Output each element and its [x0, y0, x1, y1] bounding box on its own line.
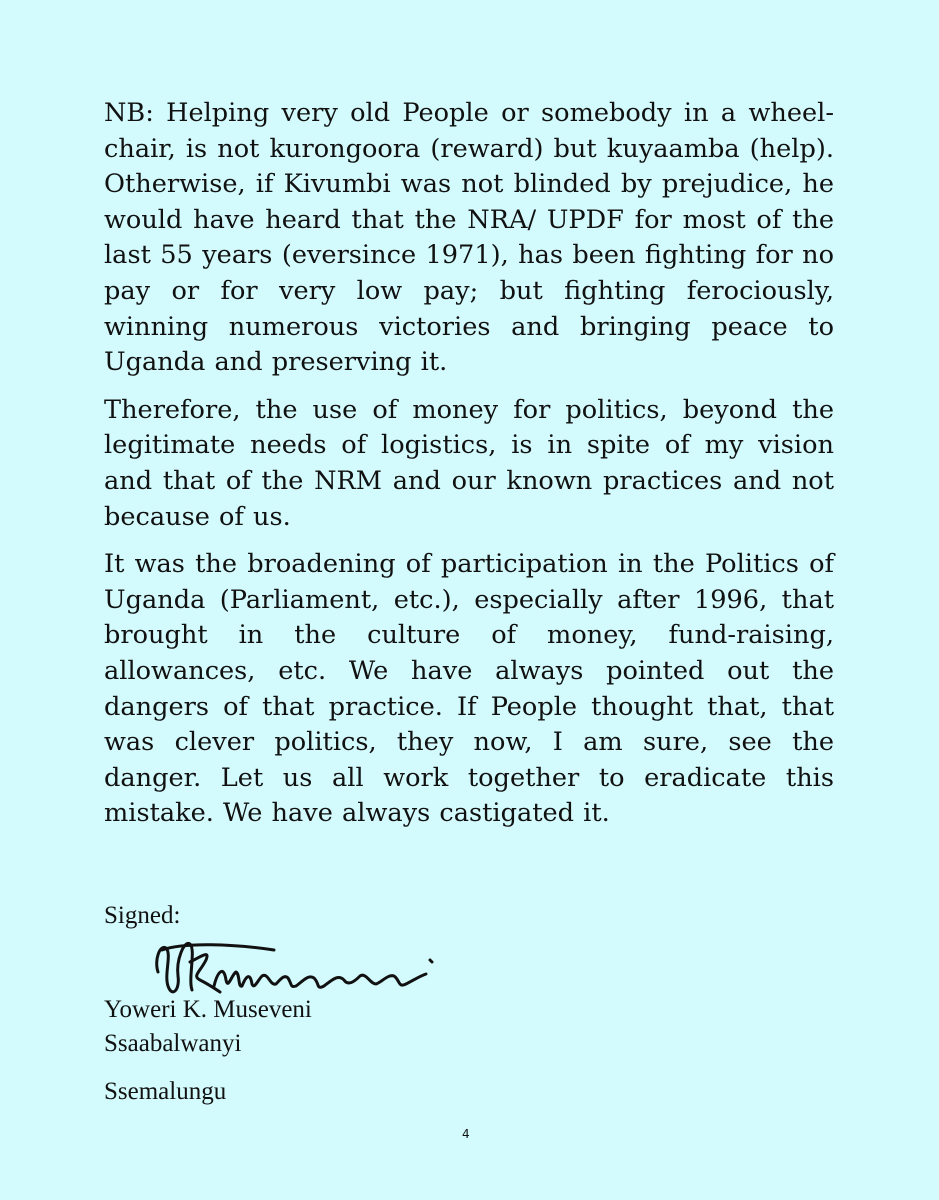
paragraph-nb: NB: Helping very old People or somebody in a wheel-chair, is not kurongoora (reward) but kuyaamba (help). Otherwise, if Kivumbi was not blinded by prejudice, he would have heard that the NRA/ UPDF for most of the last 55 years (eversince 1971), has been fighting for no pay or for very low pay; but fighting ferociously, winning numerous victories and bringing peace to Uganda and preserving it.	[104, 98, 834, 378]
paragraph-broadening-participation: It was the broadening of participation in the Politics of Uganda (Parliament, etc.), especially after 1996, that brought in the culture of money, fund-raising, allowances, etc. We have always pointed out the dangers of that practice. If People thought that, that was clever politics, they now, I am sure, see the danger. Let us all work together to eradicate this mistake. We have always castigated it.	[104, 549, 834, 829]
signatory-title-1: Ssaabalwanyi	[104, 1030, 242, 1057]
signature-block	[104, 900, 504, 1120]
document-body	[104, 96, 834, 844]
paragraph-money-politics: Therefore, the use of money for politics, beyond the legitimate needs of logistics, is in spite of my vision and that of the NRM and our known practices and not because of us.	[104, 394, 834, 532]
signatory-title-2: Ssemalungu	[104, 1078, 227, 1105]
signatory-name: Yoweri K. Museveni	[104, 996, 312, 1023]
page-number: 4	[462, 1127, 470, 1141]
signed-label: Signed:	[104, 902, 181, 929]
